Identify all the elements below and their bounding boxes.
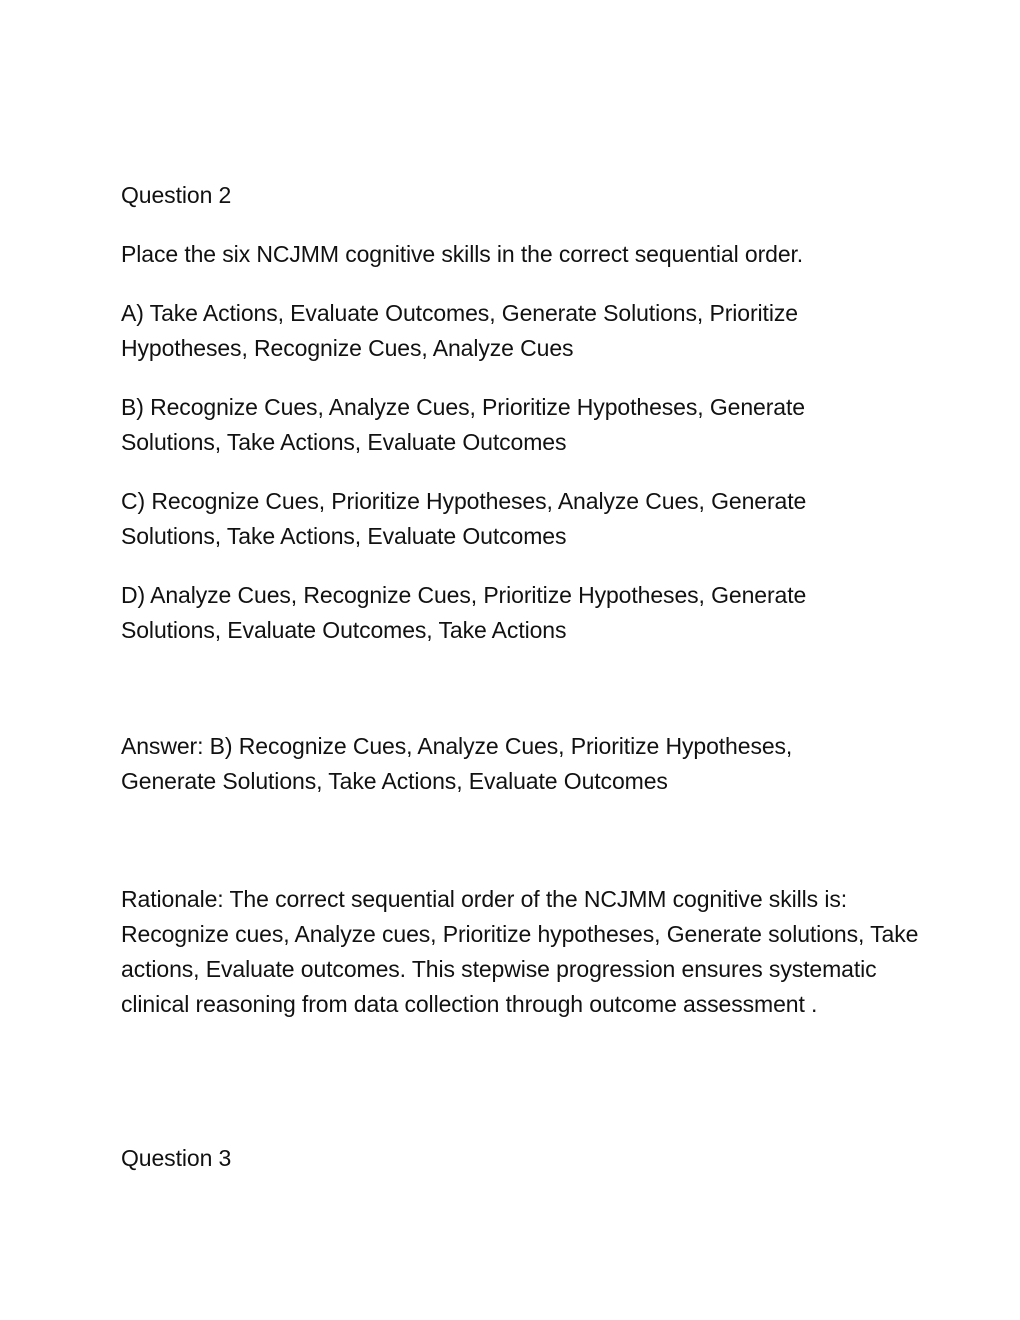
question-2-stem: Place the six NCJMM cognitive skills in the correct sequential order. (121, 241, 804, 267)
question-2-heading: Question 2 (121, 182, 232, 208)
option-c: C) Recognize Cues, Prioritize Hypotheses, Analyze Cues, Generate Solutions, Take Actions, Evaluate Outcomes (121, 488, 807, 549)
option-a: A) Take Actions, Evaluate Outcomes, Generate Solutions, Prioritize Hypotheses, Recognize Cues, Analyze Cues (121, 300, 798, 361)
answer-text: Answer: B) Recognize Cues, Analyze Cues, Prioritize Hypotheses, Generate Solutions, Take Actions, Evaluate Outcomes (121, 733, 793, 794)
question-3-heading: Question 3 (121, 1145, 232, 1171)
option-b: B) Recognize Cues, Analyze Cues, Prioritize Hypotheses, Generate Solutions, Take Actions, Evaluate Outcomes (121, 394, 805, 455)
rationale-text: Rationale: The correct sequential order of the NCJMM cognitive skills is: Recognize cues, Analyze cues, Prioritize hypotheses, Generate solutions, Take actions, Evaluate outcomes. This stepwise progression ensures systematic clinical reasoning from data collection through outcome assessment . (121, 886, 919, 1017)
option-d: D) Analyze Cues, Recognize Cues, Prioritize Hypotheses, Generate Solutions, Evaluate Outcomes, Take Actions (121, 582, 807, 643)
